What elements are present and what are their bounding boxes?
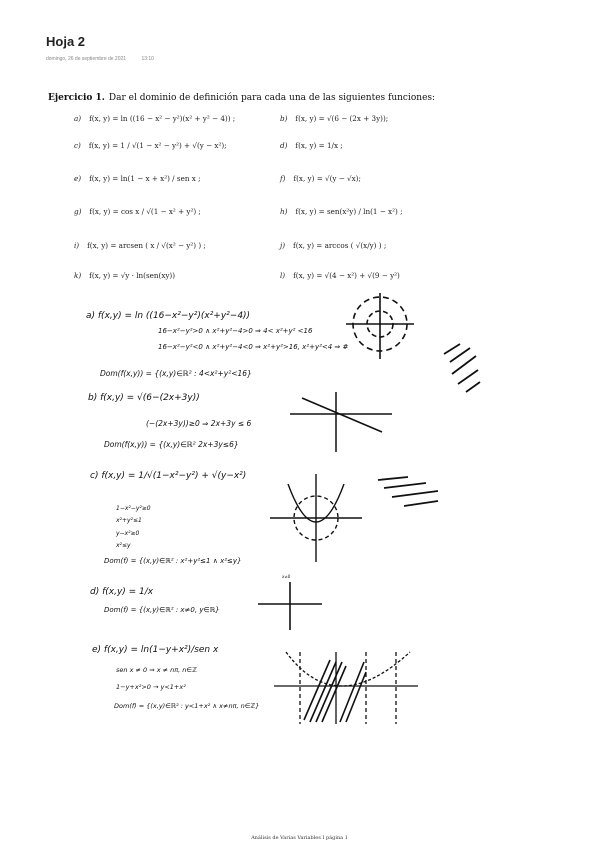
hand-e-line-2: 1−y+x²>0 → y<1+x² [116, 683, 186, 691]
exercise-item-c: c) f(x, y) = 1 / √(1 − x² − y²) + √(y − x²); [74, 141, 227, 150]
sketch-b-hatch [378, 477, 438, 506]
exercise-item-e: e) f(x, y) = ln(1 − x + x²) / sen x ; [74, 174, 201, 183]
hand-b-line-0: b) f(x,y) = √(6−(2x+3y)) [88, 393, 200, 403]
hand-e-line-1: sen x ≠ 0 ⇒ x ≠ nπ, n∈ℤ [116, 666, 197, 674]
exercise-item-f: f) f(x, y) = √(y − √x); [280, 174, 361, 183]
hand-a-line-3: Dom(f(x,y)) = {(x,y)∈ℝ² : 4<x²+y²<16} [100, 369, 252, 378]
exercise-item-h: h) f(x, y) = sen(x²y) / ln(1 − x²) ; [280, 207, 403, 216]
exercise-item-d: d) f(x, y) = 1/x ; [280, 141, 343, 150]
page-time: 13:10 [141, 56, 154, 62]
hand-c-line-1: 1−x²−y²≥0 [116, 505, 151, 512]
sketch-a-hatch [444, 344, 480, 392]
exercise-item-i: i) f(x, y) = arcsen ( x / √(x² − y²) ) ; [74, 241, 206, 250]
hand-c-line-5: Dom(f) = {(x,y)∈ℝ² : x²+y²≤1 ∧ x²≤y} [104, 557, 242, 565]
sketch-d-note: x≠0 [282, 574, 291, 579]
hand-a-line-1: 16−x²−y²>0 ∧ x²+y²−4>0 ⇒ 4< x²+y² <16 [158, 327, 313, 335]
hand-d-line-1: Dom(f) = {(x,y)∈ℝ² : x≠0, y∈ℝ} [104, 606, 220, 614]
sketch-d [258, 582, 322, 630]
exercise-item-l: l) f(x, y) = √(4 − x²) + √(9 − y²) [280, 271, 400, 280]
hand-d-line-0: d) f(x,y) = 1/x [90, 587, 154, 597]
hand-e-line-3: Dom(f) = {(x,y)∈ℝ² : y<1+x² ∧ x≠nπ, n∈ℤ} [114, 702, 260, 710]
exercise-statement: Dar el dominio de definición para cada una de las siguientes funciones: [108, 93, 436, 103]
hand-b-line-2: Dom(f(x,y)) = {(x,y)∈ℝ² 2x+3y≤6} [104, 440, 239, 449]
sketch-a [346, 293, 414, 359]
hand-c-line-2: x²+y²≤1 [116, 517, 142, 524]
hand-a-line-2: 16−x²−y²<0 ∧ x²+y²−4<0 ⇒ x²+y²>16, x²+y²<4 ⇒ # [158, 343, 349, 351]
page-footer: Análisis de Varias Variables I página 1 [251, 835, 348, 841]
exercise-item-k: k) f(x, y) = √y · ln(sen(xy)) [74, 271, 176, 280]
hand-c-line-3: y−x²≥0 [116, 530, 140, 537]
hand-c-line-4: x²≤y [116, 542, 131, 549]
sketch-c [270, 474, 362, 562]
page-title: Hoja 2 [46, 34, 86, 49]
exercise-item-j: j) f(x, y) = arccos ( √(x/y) ) ; [280, 241, 387, 250]
exercise-item-a: a) f(x, y) = ln ((16 − x² − y²)(x² + y² − 4)) ; [74, 114, 236, 123]
page-date: domingo, 26 de septiembre de 2021 [46, 56, 127, 62]
hand-b-line-1: (−(2x+3y))≥0 ⇒ 2x+3y ≤ 6 [146, 419, 252, 428]
exercise-item-b: b) f(x, y) = √(6 − (2x + 3y)); [280, 114, 389, 123]
exercise-item-g: g) f(x, y) = cos x / √(1 − x² + y²) ; [74, 207, 201, 216]
hand-e-line-0: e) f(x,y) = ln(1−y+x²)/sen x [92, 645, 219, 655]
hand-c-line-0: c) f(x,y) = 1/√(1−x²−y²) + √(y−x²) [90, 471, 247, 481]
hand-a-line-0: a) f(x,y) = ln ((16−x²−y²)(x²+y²−4)) [86, 311, 251, 321]
sketch-e [274, 652, 418, 724]
sketch-b [290, 392, 392, 452]
exercise-number: Ejercicio 1. [48, 93, 105, 103]
